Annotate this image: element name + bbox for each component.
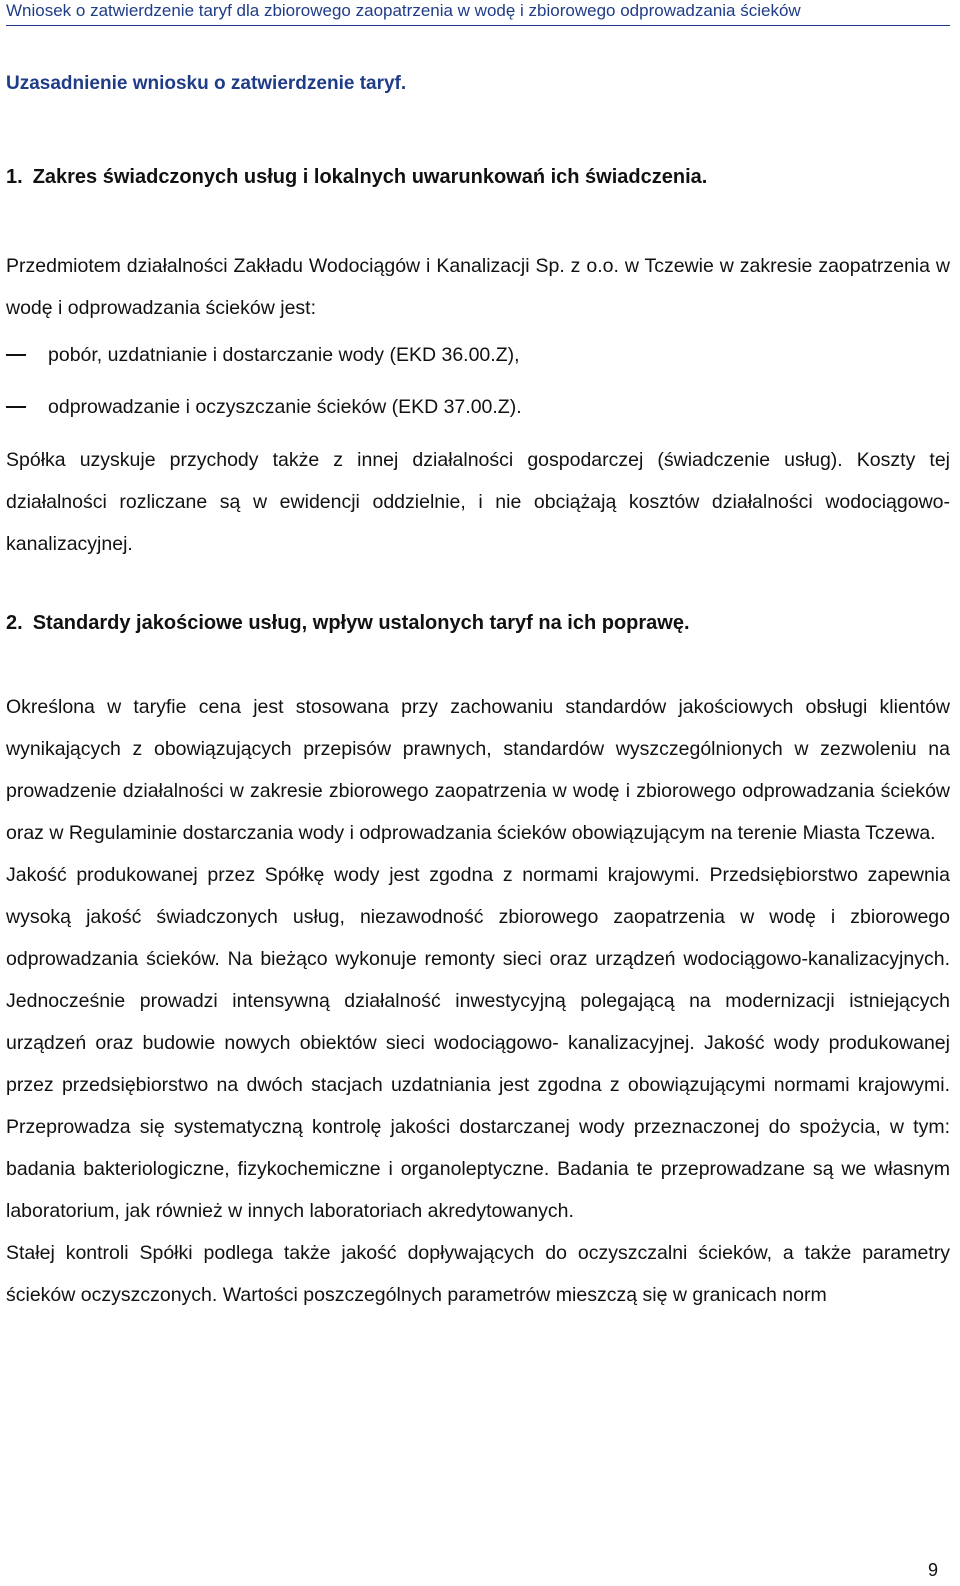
section-2-paragraph-3: Stałej kontroli Spółki podlega także jakość dopływających do oczyszczalni ścieków, a także parametry ścieków oczyszczonych. Wartości poszczególnych parametrów mieszczą się w granicach norm [6, 1242, 950, 1306]
section-2-heading [6, 610, 950, 636]
section-1-paragraph: Spółka uzyskuje przychody także z innej działalności gospodarczej (świadczenie usług). Koszty tej działalności rozliczane są w ewidencji oddzielnie, i nie obciążają kosztów działalności wodociągowo-kanalizacyjnej. [6, 449, 950, 555]
section-1-number: 1. [6, 166, 23, 188]
dash-bullet-icon [6, 406, 26, 408]
section-2-number: 2. [6, 612, 23, 634]
list-item-text: odprowadzanie i oczyszczanie ścieków (EKD 37.00.Z). [48, 396, 522, 418]
section-2-paragraph-2: Jakość produkowanej przez Spółkę wody jest zgodna z normami krajowymi. Przedsiębiorstwo zapewnia wysoką jakość świadczonych usług, niezawodność zbiorowego zaopatrzenia w wodę i zbiorowego odprowadzania ścieków. Na bieżąco wykonuje remonty sieci oraz urządzeń wodociągowo-kanalizacyjnych. Jednocześnie prowadzi intensywną działalność inwestycyjną polegającą na modernizacji istniejących urządzeń oraz budowie nowych obiektów sieci wodociągowo- kanalizacyjnej. Jakość wody produkowanej przez przedsiębiorstwo na dwóch stacjach uzdatniania jest zgodna z obowiązującymi normami krajowymi. Przeprowadza się systematyczną kontrolę jakości dostarczanej wody przeznaczonej do spożycia, w tym: badania bakteriologiczne, fizykochemiczne i organoleptyczne. Badania te przeprowadzane są we własnym laboratorium, jak również w innych laboratoriach akredytowanych. [6, 864, 950, 1222]
list-item-text: pobór, uzdatnianie i dostarczanie wody (EKD 36.00.Z), [48, 344, 520, 366]
list-item [6, 381, 950, 433]
section-1-heading-text: Zakres świadczonych usług i lokalnych uwarunkowań ich świadczenia. [32, 166, 708, 188]
section-2-paragraph-1: Określona w taryfie cena jest stosowana przy zachowaniu standardów jakościowych obsługi klientów wynikających z obowiązujących przepisów prawnych, standardów wyszczególnionych w zezwoleniu na prowadzenie działalności w zakresie zbiorowego zaopatrzenia w wodę i zbiorowego odprowadzania ścieków oraz w Regulaminie dostarczania wody i odprowadzania ścieków obowiązującym na terenie Miasta Tczewa. [6, 696, 950, 844]
section-2-heading-text: Standardy jakościowe usług, wpływ ustalonych taryf na ich poprawę. [32, 612, 690, 634]
document-title: Uzasadnienie wniosku o zatwierdzenie taryf. [6, 73, 407, 94]
section-1-intro: Przedmiotem działalności Zakładu Wodociągów i Kanalizacji Sp. z o.o. w Tczewie w zakresie zaopatrzenia w wodę i odprowadzania ścieków jest: [6, 255, 950, 319]
page-number: 9 [927, 1560, 938, 1580]
running-header: Wniosek o zatwierdzenie taryf dla zbiorowego zaopatrzenia w wodę i zbiorowego odprowadzania ścieków [6, 0, 950, 26]
list-item [6, 329, 950, 381]
dash-bullet-icon [6, 354, 26, 356]
section-1-heading [6, 164, 950, 190]
activity-list [6, 329, 950, 433]
